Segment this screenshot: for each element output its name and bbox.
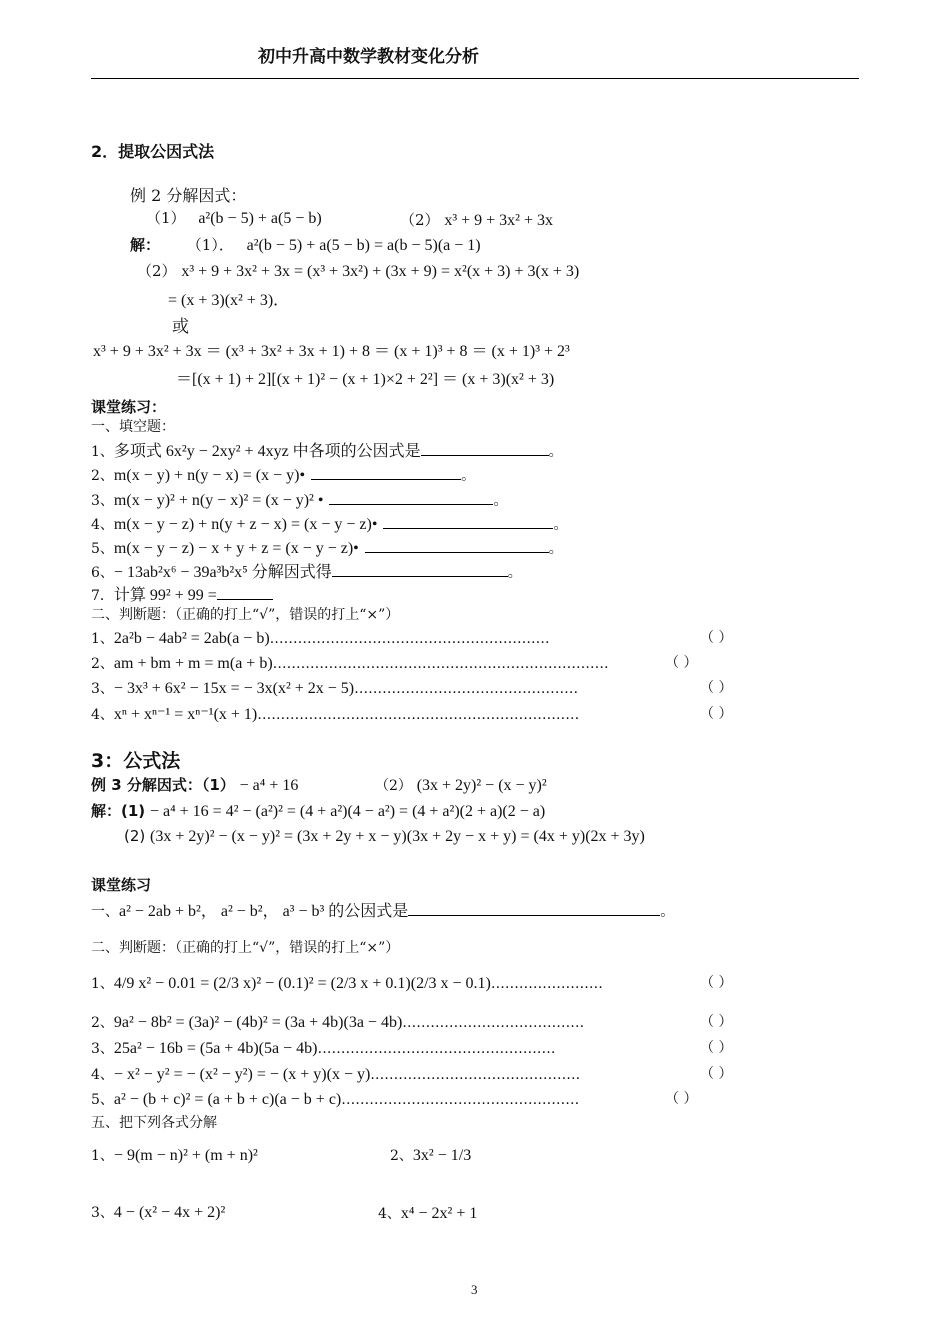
answer-parentheses[interactable]: （ ） (700, 1014, 733, 1030)
math-expression: − a⁴ + 16 (239, 777, 299, 794)
fill-in-title: 一、填空题： (91, 419, 175, 435)
answer-blank[interactable] (421, 441, 549, 456)
judge-item-1 (91, 975, 603, 993)
leader-dots: …………………………………………… (341, 1092, 580, 1108)
item-text: 3x² − 1/3 (412, 1147, 472, 1164)
section-heading: 3：公式法 (91, 750, 181, 772)
example-label: 例 2 分解因式： (130, 186, 247, 205)
answer-parentheses[interactable]: （ ） (700, 706, 733, 722)
fill-item-7 (91, 585, 273, 605)
item-text: 4 − (x² − 4x + 2)² (113, 1204, 226, 1221)
item-text: 2a²b − 4ab² = 2ab(a − b) (113, 630, 270, 647)
math-expression: x³ + 9 + 3x² + 3x (444, 212, 553, 229)
question-number: （2） (400, 211, 440, 229)
solution-3-1 (91, 803, 545, 821)
answer-parentheses[interactable]: （ ） (700, 975, 733, 991)
answer-blank[interactable] (365, 538, 549, 553)
solution-3-2 (124, 828, 645, 846)
item-text: − 3x³ + 6x² − 15x = − 3x(x² + 2x − 5) (113, 680, 355, 697)
page-header-title: 初中升高中数学教材变化分析 (258, 47, 479, 67)
item-number: 4、 (91, 517, 114, 533)
practice-title: 课堂练习 (91, 876, 152, 894)
judge-title: 二、判断题：（正确的打上“√”，错误的打上“×”） (91, 940, 400, 956)
judge-item-4 (91, 706, 579, 724)
answer-parentheses[interactable]: （ ） (665, 655, 698, 671)
item-text: 多项式 6x²y − 2xy² + 4xyz 中各项的公因式是 (113, 443, 421, 460)
math-expression: (3x + 2y)² − (x − y)² (416, 777, 547, 794)
solution-label: 解： (130, 236, 161, 254)
item-number: 5、 (91, 541, 114, 557)
answer-parentheses[interactable]: （ ） (700, 680, 733, 696)
item-number: 2、 (91, 1015, 114, 1031)
fill-item-3 (91, 490, 507, 510)
judge-item-1 (91, 630, 550, 648)
item-end: 。 (461, 468, 476, 484)
leader-dots: ……………………………………… (370, 1067, 581, 1083)
leader-dots: …………………………………………………………… (257, 707, 580, 723)
question-number: （2） (375, 778, 412, 794)
answer-blank[interactable] (383, 514, 553, 529)
item-text: 9a² − 8b² = (3a)² − (4b)² = (3a + 4b)(3a − 4b) (113, 1014, 403, 1031)
item-end: 。 (507, 565, 522, 581)
factor-item-2 (390, 1147, 471, 1165)
math-expression: − a⁴ + 16 = 4² − (a²)² = (4 + a²)(4 − a²) = (4 + a²)(2 + a)(2 − a) (149, 803, 546, 820)
math-expression: (3x + 2y)² − (x − y)² = (3x + 2y + x − y)(3x + 2y − x + y) = (4x + y)(2x + 3y) (150, 828, 645, 845)
item-text: m(x − y − z) − x + y + z = (x − y − z)• (113, 540, 359, 557)
fill-item-1 (91, 441, 563, 461)
factor-item-4 (378, 1205, 477, 1223)
question-1 (91, 901, 674, 921)
judge-item-5 (91, 1091, 579, 1109)
item-text: am + bm + m = m(a + b) (113, 655, 273, 672)
solution-label: (2) (124, 827, 146, 845)
judge-title: 二、判断题：（正确的打上“√”，错误的打上“×”） (91, 607, 400, 623)
item-text: m(x − y) + n(y − x) = (x − y)• (113, 467, 306, 484)
item-text: 25a² − 16b = (5a + 4b)(5a − 4b) (113, 1040, 318, 1057)
alternative-line-2: ＝[(x + 1) + 2][(x + 1)² − (x + 1)×2 + 2²] ＝ (x + 3)(x² + 3) (176, 371, 555, 388)
example-question-1 (146, 210, 322, 228)
answer-parentheses[interactable]: （ ） (700, 630, 733, 646)
item-text: xⁿ + xⁿ⁻¹ = xⁿ⁻¹(x + 1) (113, 706, 258, 723)
example-label: 例 3 分解因式：（1） (91, 776, 235, 794)
item-number: 6、 (91, 565, 114, 581)
example-3 (91, 777, 298, 795)
answer-blank[interactable] (311, 465, 461, 480)
fill-item-6 (91, 562, 522, 582)
item-end: 。 (548, 541, 563, 557)
leader-dots: …………………………………………………… (269, 631, 550, 647)
item-number: 4、 (378, 1206, 401, 1222)
item-number: 7． (91, 588, 114, 604)
leader-dots: ………………………………… (402, 1015, 585, 1031)
solution-2-line-2: = (x + 3)(x² + 3)． (168, 292, 290, 309)
math-expression: a²(b − 5) + a(5 − b) (198, 210, 322, 227)
item-number: 2、 (91, 656, 114, 672)
item-text: − x² − y² = − (x² − y²) = − (x + y)(x − y) (113, 1066, 371, 1083)
item-end: 。 (548, 444, 563, 460)
question-number: （2） (137, 262, 177, 280)
item-number: 1、 (91, 1148, 114, 1164)
leader-dots: ………………………………………… (354, 681, 579, 697)
judge-item-2 (91, 1014, 584, 1032)
question-number: （1） (146, 209, 186, 227)
factor-title: 五、把下列各式分解 (91, 1115, 217, 1131)
item-number: 1、 (91, 976, 114, 992)
item-number: 5、 (91, 1092, 114, 1108)
item-number: 3、 (91, 493, 114, 509)
item-text: 计算 99² + 99 = (113, 587, 217, 604)
answer-parentheses[interactable]: （ ） (665, 1091, 698, 1107)
item-number: 3、 (91, 681, 114, 697)
example-3-question-2 (375, 777, 547, 795)
alternative-label: 或 (172, 317, 189, 337)
judge-item-2 (91, 655, 609, 673)
judge-item-4 (91, 1066, 580, 1084)
answer-blank[interactable] (329, 490, 493, 505)
answer-blank[interactable] (217, 585, 273, 600)
alternative-line-1: x³ + 9 + 3x² + 3x ＝ (x³ + 3x² + 3x + 1) + 8 ＝ (x + 1)³ + 8 ＝ (x + 1)³ + 2³ (93, 343, 570, 360)
leader-dots: ……………………………………………………………… (272, 656, 609, 672)
answer-parentheses[interactable]: （ ） (700, 1040, 733, 1056)
fill-item-2 (91, 465, 475, 485)
item-text: 4/9 x² − 0.01 = (2/3 x)² − (0.1)² = (2/3 x + 0.1)(2/3 x − 0.1) (113, 975, 491, 992)
item-number: 1、 (91, 444, 114, 460)
item-number: 2、 (390, 1148, 413, 1164)
item-number: 一、 (91, 904, 119, 920)
section-heading: 2．提取公因式法 (91, 142, 215, 161)
math-expression: x³ + 9 + 3x² + 3x = (x³ + 3x²) + (3x + 9) = x²(x + 3) + 3(x + 3) (181, 263, 580, 280)
answer-blank[interactable] (332, 562, 508, 577)
judge-item-3 (91, 1040, 555, 1058)
example-question-2 (400, 212, 553, 230)
fill-item-4 (91, 514, 567, 534)
item-text: m(x − y − z) + n(y + z − x) = (x − y − z)• (113, 516, 378, 533)
item-number: 3、 (91, 1041, 114, 1057)
fill-item-5 (91, 538, 563, 558)
solution-1 (130, 237, 481, 255)
leader-dots: …………………………………………… (317, 1041, 556, 1057)
item-number: 3、 (91, 1205, 114, 1221)
item-text: a² − 2ab + b²， a² − b²， a³ − b³ 的公因式是 (119, 903, 409, 920)
item-text: a² − (b + c)² = (a + b + c)(a − b + c) (113, 1091, 342, 1108)
item-text: m(x − y)² + n(y − x)² = (x − y)² • (113, 492, 324, 509)
item-text: − 9(m − n)² + (m + n)² (113, 1147, 258, 1164)
solution-2-line-1 (137, 263, 579, 281)
question-number: （1）． (186, 236, 234, 254)
item-number: 1、 (91, 631, 114, 647)
page-number: 3 (471, 1282, 478, 1297)
solution-label: 解：(1) (91, 802, 146, 820)
leader-dots: …………………… (490, 976, 603, 992)
item-end: 。 (660, 904, 675, 920)
answer-blank[interactable] (408, 901, 660, 916)
header-rule (91, 78, 859, 79)
factor-item-3 (91, 1204, 225, 1222)
answer-parentheses[interactable]: （ ） (700, 1066, 733, 1082)
item-number: 4、 (91, 707, 114, 723)
practice-title: 课堂练习： (91, 398, 167, 416)
math-expression: a²(b − 5) + a(5 − b) = a(b − 5)(a − 1) (246, 237, 481, 254)
item-text: − 13ab²x⁶ − 39a³b²x⁵ 分解因式得 (113, 564, 332, 581)
item-number: 2、 (91, 468, 114, 484)
factor-item-1 (91, 1147, 258, 1165)
item-end: 。 (493, 493, 508, 509)
item-end: 。 (553, 517, 568, 533)
item-number: 4、 (91, 1067, 114, 1083)
judge-item-3 (91, 680, 578, 698)
item-text: x⁴ − 2x² + 1 (400, 1205, 478, 1222)
